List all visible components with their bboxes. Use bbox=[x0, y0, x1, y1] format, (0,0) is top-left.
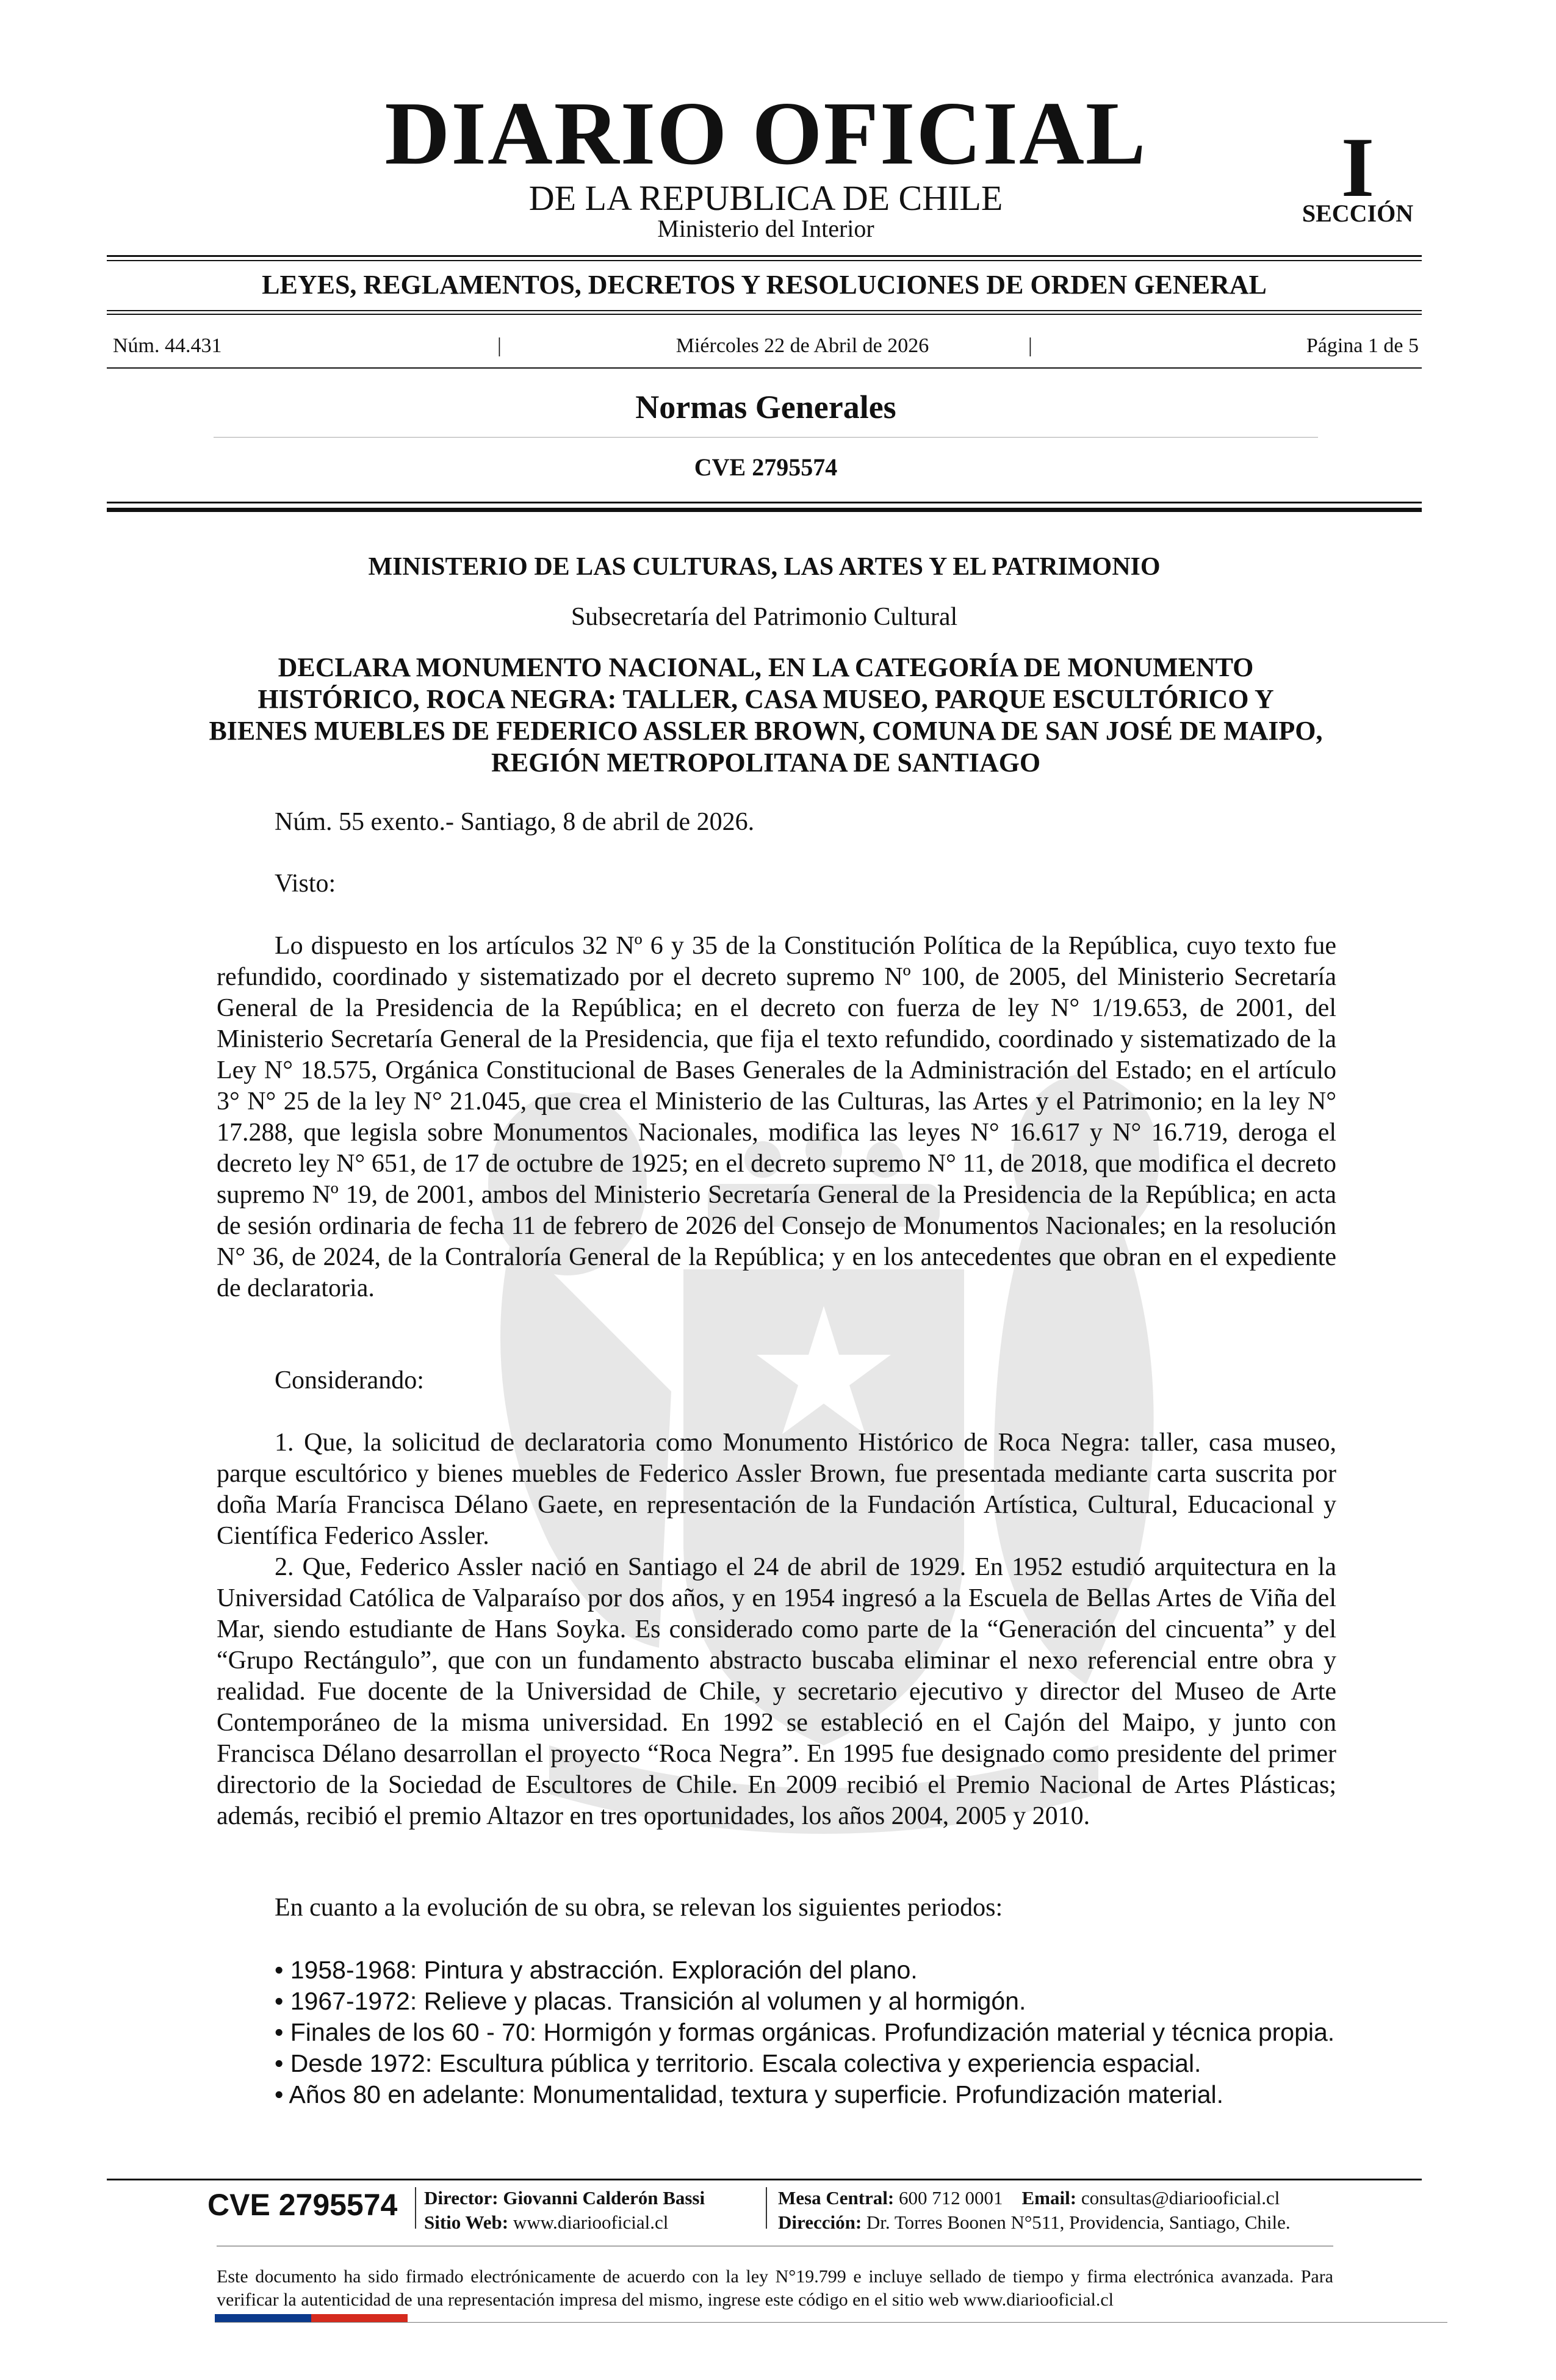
masthead-rule-top-thin bbox=[107, 260, 1422, 261]
footer-director-block bbox=[424, 2186, 705, 2235]
decree-title: DECLARA MONUMENTO NACIONAL, EN LA CATEGORÍA DE MONUMENTO HISTÓRICO, ROCA NEGRA: TALLER, CASA MUSEO, PARQUE ESCULTÓRICO Y BIENES MUEBLES DE FEDERICO ASSLER BROWN, COMUNA DE SAN JOSÉ DE MAIPO, REGIÓN METROPOLITANA DE SANTIAGO bbox=[209, 652, 1323, 777]
considerando-1: 1. Que, la solicitud de declaratoria como Monumento Histórico de Roca Negra: taller, casa museo, parque escultórico y bienes muebles de Federico Assler Brown, fue presentada mediante carta suscrita por doña María Francisca Délano Gaete, en representación de la Fundación Artística, Cultural, Educacional y Científica Federico Assler. bbox=[217, 1429, 1336, 1550]
ministry-heading: MINISTERIO DE LAS CULTURAS, LAS ARTES Y EL PATRIMONIO bbox=[368, 553, 1161, 581]
issue-rule bbox=[107, 367, 1422, 369]
masthead-rule-top bbox=[107, 255, 1422, 257]
list-item: • 1967-1972: Relieve y placas. Transición al volumen y al hormigón. bbox=[275, 1987, 1026, 2015]
section-number: I bbox=[1341, 120, 1375, 215]
list-item: • Finales de los 60 - 70: Hormigón y formas orgánicas. Profundización material y técnica propia. bbox=[275, 2018, 1335, 2046]
issue-number: Núm. 44.431 bbox=[113, 334, 222, 357]
masthead-title: DIARIO OFICIAL bbox=[384, 84, 1147, 184]
footer-cve: CVE 2795574 bbox=[207, 2188, 398, 2222]
visto-paragraph: Lo dispuesto en los artículos 32 Nº 6 y 35 de la Constitución Política de la República, cuyo texto fue refundido, coordinado y sistematizado por el decreto supremo Nº 100, de 2005, del Ministerio Secretaría General de la Presidencia de la República; en el decreto con fuerza de ley N° 1/19.653, de 2001, del Ministerio Secretaría General de la Presidencia, que fija el texto refundido, coordinado y sistematizado de la Ley N° 18.575, Orgánica Constitucional de Bases Generales de la Administración del Estado; en el artículo 3° N° 25 de la ley N° 21.045, que crea el Ministerio de las Culturas, las Artes y el Patrimonio; en la ley N° 17.288, que legisla sobre Monumentos Nacionales, modifica las leyes N° 16.617 y N° 16.719, deroga el decreto ley N° 651, de 17 de octubre de 1925; en el decreto supremo N° 11, de 2018, que modifica el decreto supremo Nº 19, de 2001, ambos del Ministerio Secretaría General de la Presidencia de la República; en acta de sesión ordinaria de fecha 11 de febrero de 2026 del Consejo de Monumentos Nacionales; en la resolución N° 36, de 2024, de la Contraloría General de la República; y en los antecedentes que obran en el expediente de declaratoria. bbox=[217, 932, 1336, 1302]
considerando-2: 2. Que, Federico Assler nació en Santiago el 24 de abril de 1929. En 1952 estudió arquitectura en la Universidad Católica de Valparaíso por dos años, y en 1954 ingresó a la Escuela de Bellas Artes de Viña del Mar, siendo estudiante de Hans Soyka. Es considerado como parte de la “Generación del cincuenta” y del “Grupo Rectángulo”, que con un fundamento abstracto buscaba eliminar el nexo referencial entre obra y realidad. Fue docente de la Universidad de Chile, y secretario ejecutivo y director del Museo de Arte Contemporáneo de la misma universidad. En 1992 se estableció en el Cajón del Maipo, y junto con Francisca Délano desarrollan el proyecto “Roca Negra”. En 1995 fue designado como presidente del primer directorio de la Sociedad de Escultores de Chile. En 2009 recibió el Premio Nacional de Artes Plásticas; además, recibió el premio Altazor en tres oportunidades, los años 2004, 2005 y 2010. bbox=[217, 1553, 1336, 1830]
considerando-label: Considerando: bbox=[275, 1366, 424, 1394]
list-item: • Años 80 en adelante: Monumentalidad, textura y superficie. Profundización material. bbox=[275, 2080, 1224, 2108]
phone-label: Mesa Central: bbox=[778, 2187, 895, 2209]
director-name: Giovanni Calderón Bassi bbox=[503, 2187, 705, 2209]
issue-separator: | bbox=[497, 334, 502, 357]
list-item: • 1958-1968: Pintura y abstracción. Exploración del plano. bbox=[275, 1956, 918, 1984]
flag-stripe-blue bbox=[215, 2314, 311, 2323]
cve-header: CVE 2795574 bbox=[694, 453, 838, 481]
banner-rule-2 bbox=[107, 314, 1422, 315]
cve-rule-2 bbox=[107, 508, 1422, 512]
email-label: Email: bbox=[1021, 2187, 1077, 2209]
masthead-ministry: Ministerio del Interior bbox=[657, 215, 874, 242]
issue-date: Miércoles 22 de Abril de 2026 bbox=[675, 334, 929, 357]
issue-separator: | bbox=[1028, 334, 1032, 357]
section-label: SECCIÓN bbox=[1302, 200, 1414, 227]
list-item: • Desde 1972: Escultura pública y territorio. Escala colectiva y experiencia espacial. bbox=[275, 2049, 1201, 2077]
decree-number-line: Núm. 55 exento.- Santiago, 8 de abril de 2026. bbox=[275, 808, 755, 836]
section-thin-rule bbox=[214, 437, 1318, 438]
issue-page: Página 1 de 5 bbox=[1306, 334, 1419, 357]
footer-bottom-rule bbox=[215, 2322, 1447, 2323]
banner-rule-1 bbox=[107, 310, 1422, 311]
footer-signature-note: Este documento ha sido firmado electrónicamente de acuerdo con la ley N°19.799 e incluye sellado de tiempo y firma electrónica avanzada. Para verificar la autenticidad de una representación impresa del mismo, ingrese este código en el sitio web www.diariooficial.cl bbox=[217, 2266, 1333, 2310]
section-heading: Normas Generales bbox=[635, 389, 896, 425]
masthead-subtitle: DE LA REPUBLICA DE CHILE bbox=[528, 178, 1003, 218]
email-link[interactable]: consultas@diariooficial.cl bbox=[1081, 2187, 1280, 2209]
periods-list bbox=[217, 1955, 1336, 2110]
flag-stripe-red bbox=[311, 2314, 408, 2323]
footer-divider bbox=[415, 2187, 416, 2229]
web-label: Sitio Web: bbox=[424, 2212, 509, 2233]
cve-rule-1 bbox=[107, 502, 1422, 503]
director-label: Director: bbox=[424, 2187, 499, 2209]
footer-rule bbox=[107, 2179, 1422, 2180]
address-label: Dirección: bbox=[778, 2212, 862, 2233]
phone-value: 600 712 0001 bbox=[899, 2187, 1003, 2209]
masthead-banner: LEYES, REGLAMENTOS, DECRETOS Y RESOLUCIONES DE ORDEN GENERAL bbox=[262, 270, 1267, 300]
footer-divider bbox=[766, 2187, 767, 2229]
issue-info-row bbox=[113, 334, 1419, 358]
visto-label: Visto: bbox=[275, 870, 336, 898]
evolution-intro: En cuanto a la evolución de su obra, se relevan los siguientes periodos: bbox=[275, 1894, 1003, 1922]
subsecretary: Subsecretaría del Patrimonio Cultural bbox=[571, 603, 958, 631]
address-value: Dr. Torres Boonen N°511, Providencia, Santiago, Chile. bbox=[866, 2212, 1291, 2233]
footer-contact-block bbox=[778, 2186, 1291, 2235]
web-link[interactable]: www.diariooficial.cl bbox=[513, 2212, 669, 2233]
